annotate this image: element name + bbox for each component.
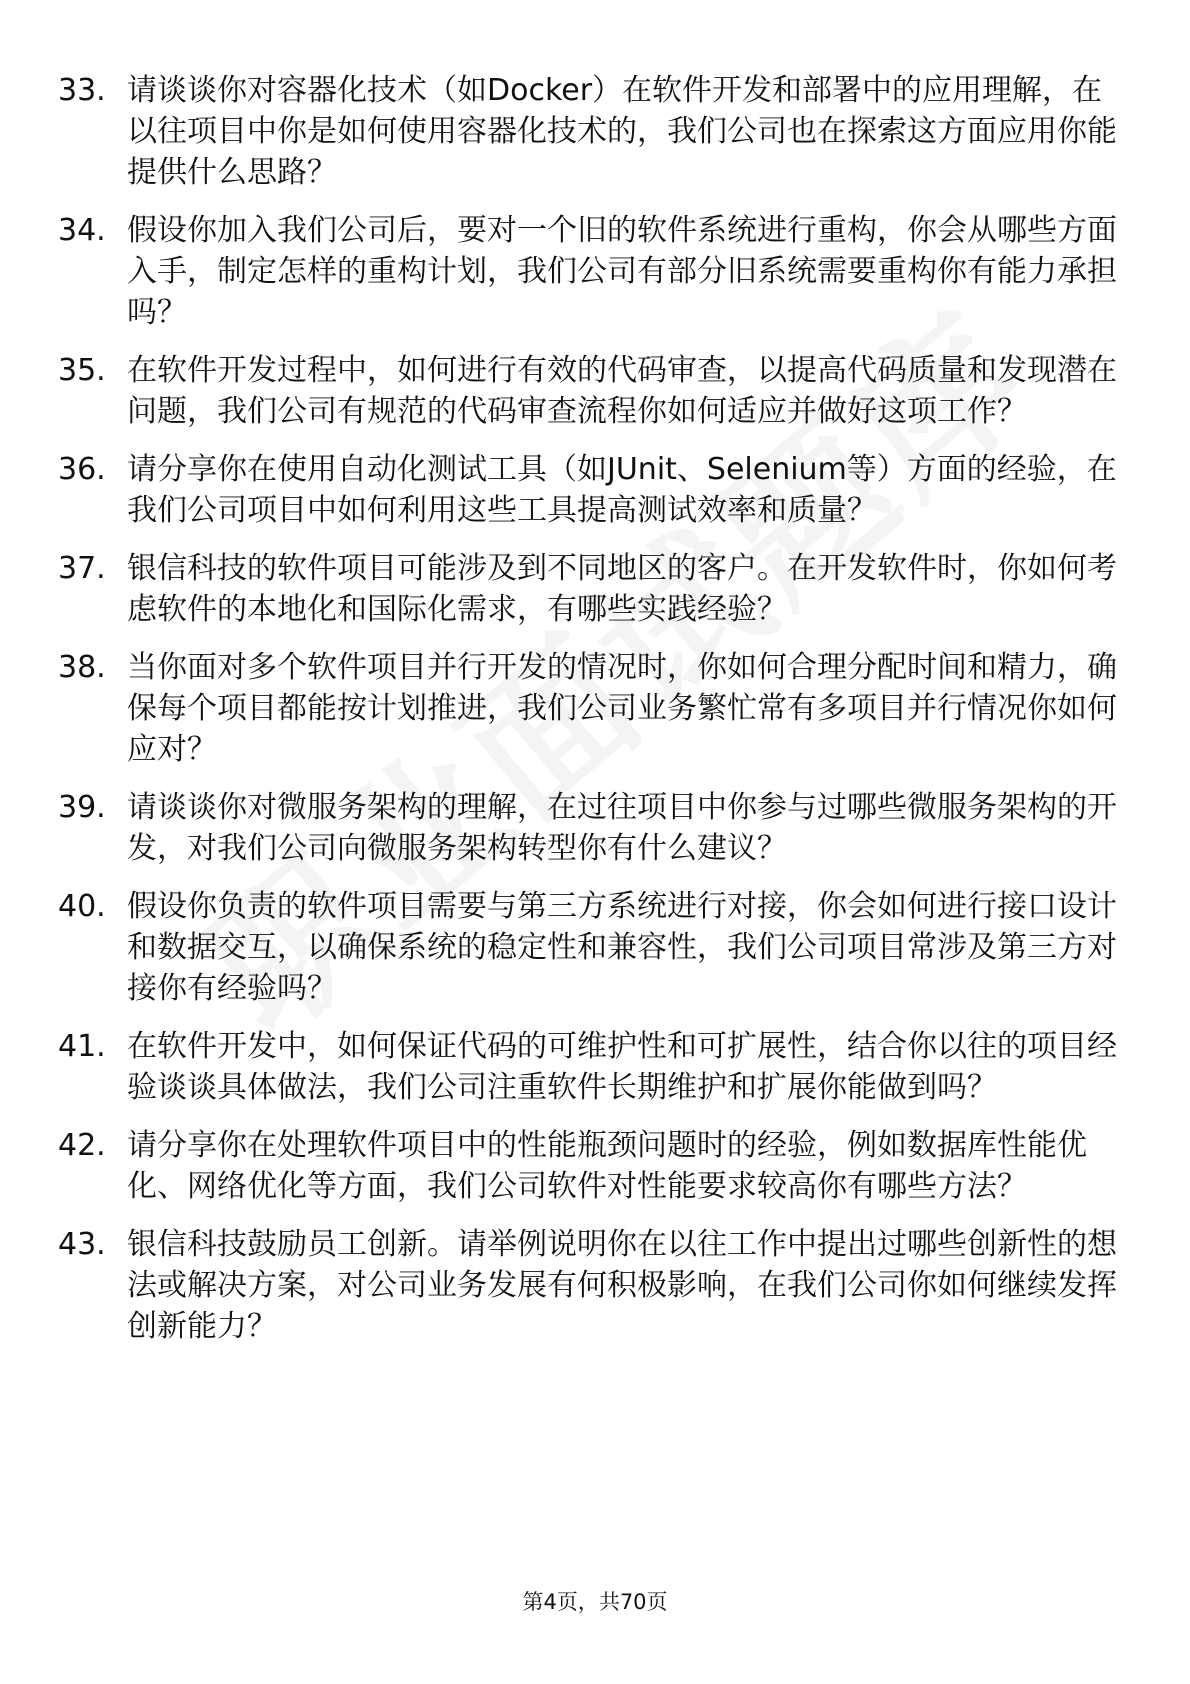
- question-item: [0, 1026, 1190, 1108]
- question-text: 当你面对多个软件项目并行开发的情况时，你如何合理分配时间和精力，确保每个项目都能按计划推进，我们公司业务繁忙常有多项目并行情况你如何应对？: [127, 650, 1117, 767]
- question-number: 43.: [58, 1227, 106, 1262]
- question-number: 37.: [58, 551, 106, 586]
- question-number: 36.: [58, 452, 106, 487]
- question-number: 34.: [58, 213, 106, 248]
- question-text: 请谈谈你对微服务架构的理解，在过往项目中你参与过哪些微服务架构的开发，对我们公司向微服务架构转型你有什么建议？: [127, 790, 1117, 866]
- question-text: 请谈谈你对容器化技术（如Docker）在软件开发和部署中的应用理解，在以往项目中你是如何使用容器化技术的，我们公司也在探索这方面应用你能提供什么思路？: [127, 73, 1117, 190]
- question-item: [0, 449, 1190, 531]
- question-number: 35.: [58, 353, 106, 388]
- question-text: 假设你负责的软件项目需要与第三方系统进行对接，你会如何进行接口设计和数据交互，以确保系统的稳定性和兼容性，我们公司项目常涉及第三方对接你有经验吗？: [127, 889, 1117, 1006]
- question-number: 40.: [58, 889, 106, 924]
- question-item: [0, 647, 1190, 770]
- question-text: 银信科技鼓励员工创新。请举例说明你在以往工作中提出过哪些创新性的想法或解决方案，对公司业务发展有何积极影响，在我们公司你如何继续发挥创新能力？: [127, 1227, 1117, 1344]
- question-item: [0, 210, 1190, 333]
- question-text: 请分享你在处理软件项目中的性能瓶颈问题时的经验，例如数据库性能优化、网络优化等方面，我们公司软件对性能要求较高你有哪些方法？: [127, 1128, 1087, 1204]
- question-number: 38.: [58, 650, 106, 685]
- question-text: 银信科技的软件项目可能涉及到不同地区的客户。在开发软件时，你如何考虑软件的本地化和国际化需求，有哪些实践经验？: [127, 551, 1117, 627]
- question-text: 假设你加入我们公司后，要对一个旧的软件系统进行重构，你会从哪些方面入手，制定怎样的重构计划，我们公司有部分旧系统需要重构你有能力承担吗？: [127, 213, 1117, 330]
- question-number: 41.: [58, 1029, 106, 1064]
- question-number: 39.: [58, 790, 106, 825]
- question-item: [0, 886, 1190, 1009]
- question-item: [0, 787, 1190, 869]
- question-number: 33.: [58, 73, 106, 108]
- question-number: 42.: [58, 1128, 106, 1163]
- question-item: [0, 70, 1190, 193]
- page-number-footer: 第4页，共70页: [522, 1590, 668, 1614]
- question-list: [0, 70, 1190, 1364]
- question-item: [0, 350, 1190, 432]
- question-text: 请分享你在使用自动化测试工具（如JUnit、Selenium等）方面的经验，在我们公司项目中如何利用这些工具提高测试效率和质量？: [127, 452, 1117, 528]
- question-text: 在软件开发中，如何保证代码的可维护性和可扩展性，结合你以往的项目经验谈谈具体做法，我们公司注重软件长期维护和扩展你能做到吗？: [127, 1029, 1117, 1105]
- question-item: [0, 1224, 1190, 1347]
- question-text: 在软件开发过程中，如何进行有效的代码审查，以提高代码质量和发现潜在问题，我们公司有规范的代码审查流程你如何适应并做好这项工作？: [127, 353, 1117, 429]
- question-item: [0, 1125, 1190, 1207]
- question-item: [0, 548, 1190, 630]
